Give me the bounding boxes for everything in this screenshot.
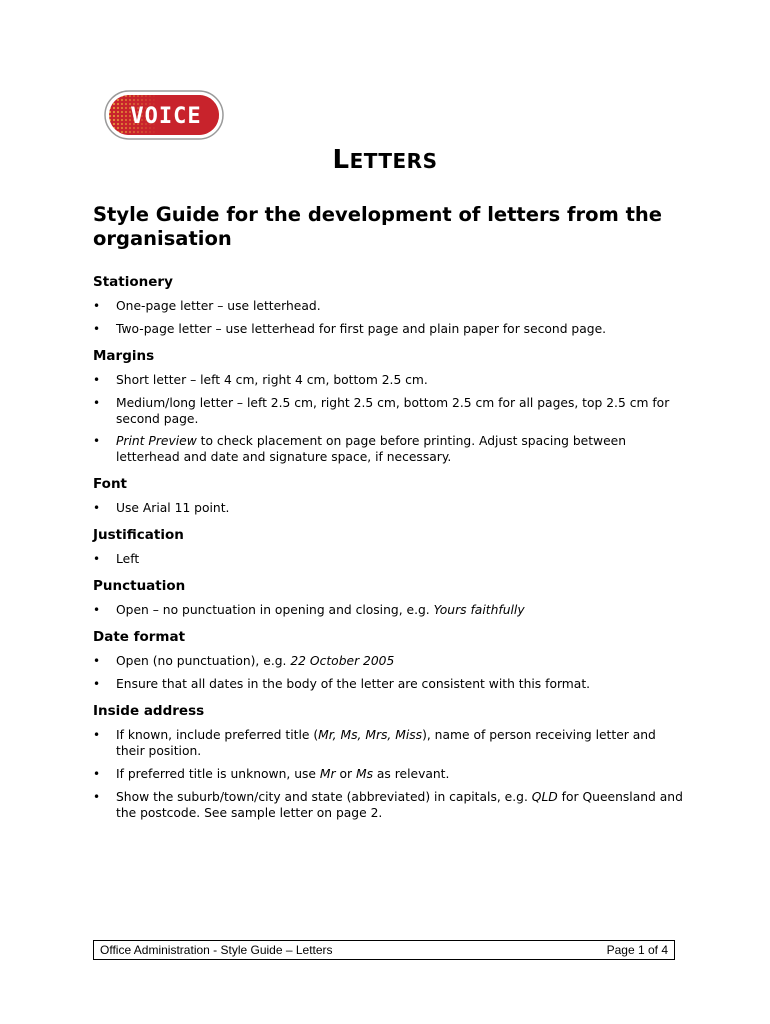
section-justification	[93, 526, 683, 567]
section-inside-address	[93, 702, 683, 821]
bullet-icon: •	[93, 728, 101, 743]
section-margins	[93, 347, 683, 466]
bullet-icon: •	[93, 654, 101, 669]
item-text: Two-page letter – use letterhead for first page and plain paper for second page.	[116, 321, 607, 336]
footer-page-number: Page 1 of 4	[606, 943, 668, 957]
list-item	[93, 298, 683, 314]
item-text: Short letter – left 4 cm, right 4 cm, bottom 2.5 cm.	[116, 372, 428, 387]
italic-text: Mr, Ms, Mrs, Miss	[318, 728, 423, 743]
item-text: Show the suburb/town/city and state (abbreviated) in capitals, e.g.	[116, 789, 532, 804]
item-text: Ensure that all dates in the body of the letter are consistent with this format.	[116, 677, 591, 692]
section-punctuation	[93, 577, 683, 618]
title-initial: L	[332, 145, 350, 175]
document-subtitle: Style Guide for the development of letters from the organisation	[93, 203, 663, 250]
section-date-format	[93, 628, 683, 692]
page-title	[0, 145, 770, 175]
italic-text: QLD	[531, 789, 558, 804]
bullet-icon: •	[93, 677, 101, 692]
bullet-icon: •	[93, 434, 101, 449]
bullet-list	[93, 653, 683, 692]
voice-logo	[104, 90, 224, 140]
list-item	[93, 727, 683, 759]
bullet-list	[93, 298, 683, 337]
italic-text: Mr	[319, 766, 336, 781]
item-text: If known, include preferred title (	[116, 728, 319, 743]
bullet-list	[93, 372, 683, 466]
item-text: for Queensland and the postcode. See sample letter on page 2.	[116, 789, 683, 820]
footer-document-name: Office Administration - Style Guide – Letters	[100, 943, 333, 957]
list-item	[93, 372, 683, 388]
item-text: to check placement on page before printing. Adjust spacing between letterhead and date and signature space, if necessary.	[116, 434, 627, 465]
italic-text: Print Preview	[116, 434, 197, 449]
list-item	[93, 500, 683, 516]
list-item	[93, 433, 683, 465]
voice-logo-graphic	[104, 90, 224, 140]
item-text: If preferred title is unknown, use	[116, 766, 320, 781]
item-text: Left	[116, 552, 140, 567]
section-stationery	[93, 273, 683, 337]
item-text: Use Arial 11 point.	[116, 501, 230, 516]
section-heading: Punctuation	[93, 578, 186, 595]
logo-text: VOICE	[130, 104, 202, 129]
bullet-icon: •	[93, 395, 101, 410]
bullet-list	[93, 551, 683, 567]
bullet-icon: •	[93, 603, 101, 618]
section-heading: Date format	[93, 629, 186, 646]
bullet-icon: •	[93, 552, 101, 567]
bullet-icon: •	[93, 299, 101, 313]
item-text: Open (no punctuation), e.g.	[116, 654, 291, 669]
bullet-list	[93, 500, 683, 516]
section-heading: Inside address	[93, 703, 205, 720]
bullet-list	[93, 727, 683, 821]
bullet-list	[93, 602, 683, 618]
list-item	[93, 653, 683, 669]
section-heading: Margins	[93, 347, 155, 364]
page-footer	[93, 940, 675, 960]
section-font	[93, 475, 683, 516]
list-item	[93, 676, 683, 692]
italic-text: 22 October 2005	[290, 654, 395, 669]
bullet-icon: •	[93, 766, 101, 781]
bullet-icon: •	[93, 372, 101, 387]
list-item	[93, 789, 683, 821]
document-body	[93, 273, 683, 831]
list-item	[93, 395, 683, 427]
item-text: as relevant.	[372, 766, 450, 781]
section-heading: Justification	[93, 527, 184, 544]
item-text: ), name of person receiving letter and their position.	[116, 728, 656, 759]
title-rest: ETTERS	[349, 149, 438, 173]
italic-text: Ms	[355, 766, 373, 781]
list-item	[93, 321, 683, 337]
bullet-icon: •	[93, 501, 101, 516]
section-heading: Font	[93, 476, 128, 493]
item-text: Open – no punctuation in opening and closing, e.g.	[116, 603, 434, 618]
bullet-icon: •	[93, 789, 101, 804]
list-item	[93, 602, 683, 618]
section-heading: Stationery	[93, 274, 173, 290]
italic-text: Yours faithfully	[433, 603, 525, 618]
item-text: or	[335, 766, 356, 781]
item-text: Medium/long letter – left 2.5 cm, right 2.5 cm, bottom 2.5 cm for all pages, top 2.5 cm for second page.	[116, 395, 670, 426]
bullet-icon: •	[93, 321, 101, 336]
item-text: One-page letter – use letterhead.	[116, 299, 321, 313]
list-item	[93, 766, 683, 782]
list-item	[93, 551, 683, 567]
